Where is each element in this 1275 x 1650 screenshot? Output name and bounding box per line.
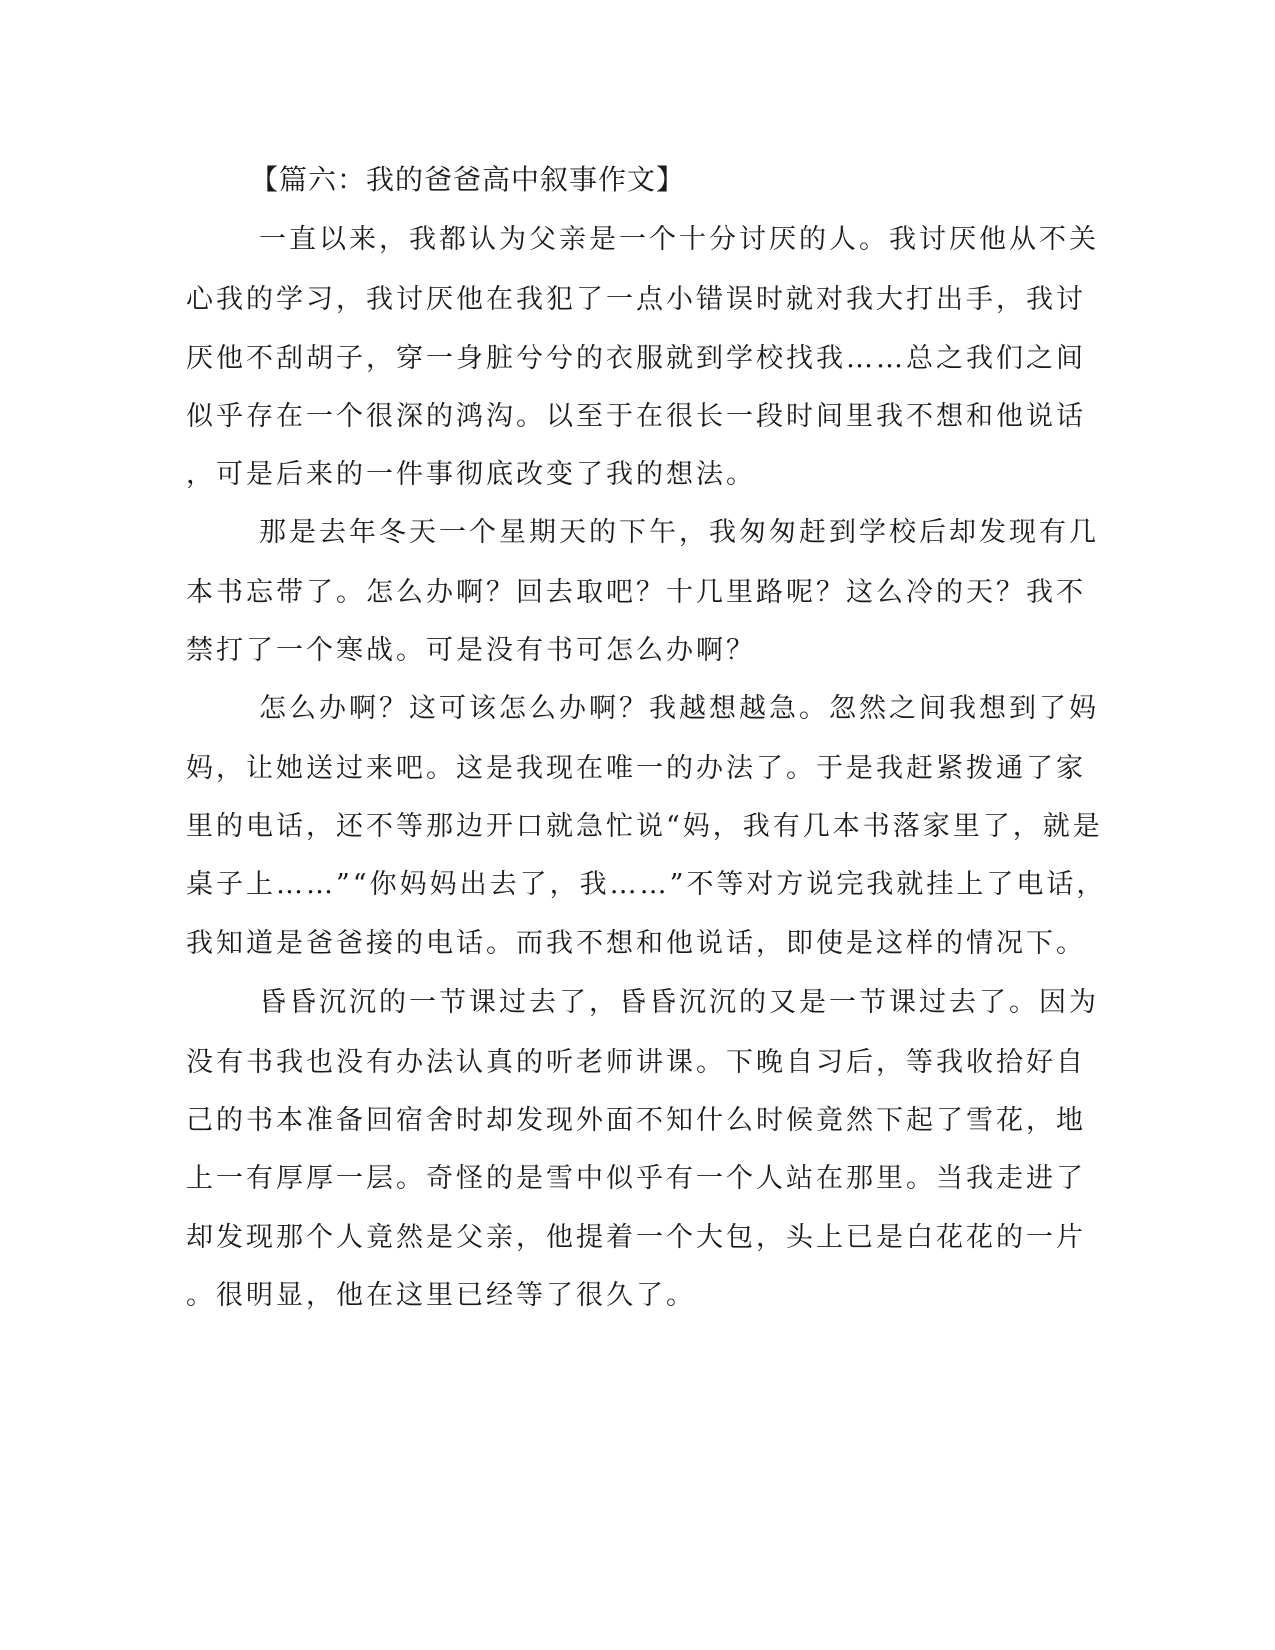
- text-line-8: 禁打了一个寒战。可是没有书可怎么办啊？: [186, 635, 756, 666]
- text-line-12: 桌子上……”“你妈妈出去了，我……”不等对方说完我就挂上了电话，: [186, 869, 1107, 900]
- text-line-6: 那是去年冬天一个星期天的下午，我匆匆赶到学校后却发现有几: [259, 517, 1099, 548]
- text-line-19: 。很明显，他在这里已经等了很久了。: [186, 1280, 696, 1311]
- text-line-13: 我知道是爸爸接的电话。而我不想和他说话，即使是这样的情况下。: [186, 928, 1086, 959]
- text-line-3: 厌他不刮胡子，穿一身脏兮兮的衣服就到学校找我……总之我们之间: [186, 343, 1086, 374]
- text-line-18: 却发现那个人竟然是父亲，他提着一个大包，头上已是白花花的一片: [186, 1222, 1086, 1253]
- text-line-14: 昏昏沉沉的一节课过去了，昏昏沉沉的又是一节课过去了。因为: [259, 987, 1099, 1018]
- text-line-15: 没有书我也没有办法认真的听老师讲课。下晚自习后，等我收拾好自: [186, 1047, 1086, 1078]
- text-line-4: 似乎存在一个很深的鸿沟。以至于在很长一段时间里我不想和他说话: [186, 401, 1086, 432]
- essay-title: 【篇六：我的爸爸高中叙事作文】: [250, 163, 686, 196]
- text-line-16: 己的书本准备回宿舍时却发现外面不知什么时候竟然下起了雪花，地: [186, 1105, 1086, 1136]
- text-line-7: 本书忘带了。怎么办啊？回去取吧？十几里路呢？这么冷的天？我不: [186, 577, 1086, 608]
- text-line-17: 上一有厚厚一层。奇怪的是雪中似乎有一个人站在那里。当我走进了: [186, 1163, 1086, 1194]
- text-line-2: 心我的学习，我讨厌他在我犯了一点小错误时就对我大打出手，我讨: [186, 284, 1086, 315]
- text-line-9: 怎么办啊？这可该怎么办啊？我越想越急。忽然之间我想到了妈: [259, 693, 1099, 724]
- text-line-5: ，可是后来的一件事彻底改变了我的想法。: [186, 459, 756, 490]
- text-line-10: 妈，让她送过来吧。这是我现在唯一的办法了。于是我赶紧拨通了家: [186, 753, 1086, 784]
- text-line-1: 一直以来，我都认为父亲是一个十分讨厌的人。我讨厌他从不关: [259, 224, 1099, 255]
- text-line-11: 里的电话，还不等那边开口就急忙说“妈，我有几本书落家里了，就是: [186, 811, 1103, 842]
